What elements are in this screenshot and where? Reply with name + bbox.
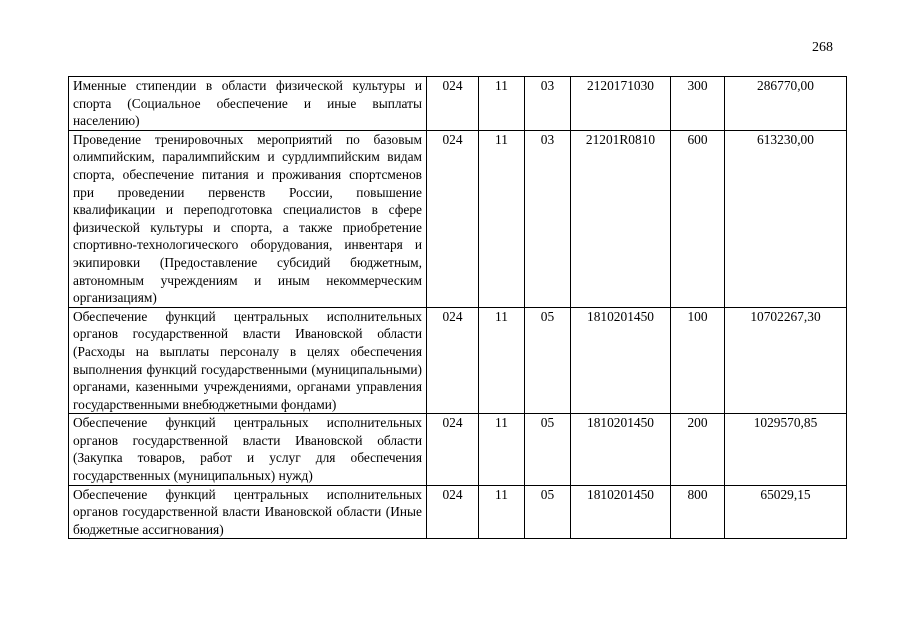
amount-value: 286770,00 [725,77,847,131]
amount-value: 65029,15 [725,485,847,539]
ministry-code: 024 [427,307,479,414]
target-article-code: 1810201450 [571,485,671,539]
row-description: Обеспечение функций центральных исполнительных органов государственной власти Ивановской области (Иные бюджетные ассигнования) [69,485,427,539]
ministry-code: 024 [427,485,479,539]
section-code: 11 [479,307,525,414]
table-row [69,77,847,131]
section-code: 11 [479,77,525,131]
target-article-code: 21201R0810 [571,130,671,307]
expense-type-code: 100 [671,307,725,414]
amount-value: 10702267,30 [725,307,847,414]
section-code: 11 [479,130,525,307]
table-row [69,130,847,307]
table-row [69,307,847,414]
ministry-code: 024 [427,414,479,485]
expense-type-code: 600 [671,130,725,307]
table-row [69,414,847,485]
section-code: 11 [479,485,525,539]
amount-value: 613230,00 [725,130,847,307]
subsection-code: 03 [525,77,571,131]
amount-value: 1029570,85 [725,414,847,485]
target-article-code: 1810201450 [571,307,671,414]
budget-table [68,76,847,539]
expense-type-code: 200 [671,414,725,485]
expense-type-code: 800 [671,485,725,539]
ministry-code: 024 [427,77,479,131]
row-description: Обеспечение функций центральных исполнительных органов государственной власти Ивановской области (Расходы на выплаты персоналу в целях обеспечения выполнения функций государственными (муниципальными) органами, казенными учреждениями, органами управления государственными внебюджетными фондами) [69,307,427,414]
row-description: Проведение тренировочных мероприятий по базовым олимпийским, паралимпийским и сурдлимпийским видам спорта, обеспечение питания и проживания спортсменов при проведении первенств России, повышение квалификации и переподготовка специалистов в сфере физической культуры и спорта, а также приобретение спортивно-технологического оборудования, инвентаря и экипировки (Предоставление субсидий бюджетным, автономным учреждениям и иным некоммерческим организациям) [69,130,427,307]
row-description: Обеспечение функций центральных исполнительных органов государственной власти Ивановской области (Закупка товаров, работ и услуг для обеспечения государственных (муниципальных) нужд) [69,414,427,485]
subsection-code: 03 [525,130,571,307]
subsection-code: 05 [525,485,571,539]
target-article-code: 2120171030 [571,77,671,131]
ministry-code: 024 [427,130,479,307]
row-description: Именные стипендии в области физической культуры и спорта (Социальное обеспечение и иные выплаты населению) [69,77,427,131]
expense-type-code: 300 [671,77,725,131]
table-row [69,485,847,539]
target-article-code: 1810201450 [571,414,671,485]
subsection-code: 05 [525,414,571,485]
subsection-code: 05 [525,307,571,414]
section-code: 11 [479,414,525,485]
page-number: 268 [812,40,833,55]
